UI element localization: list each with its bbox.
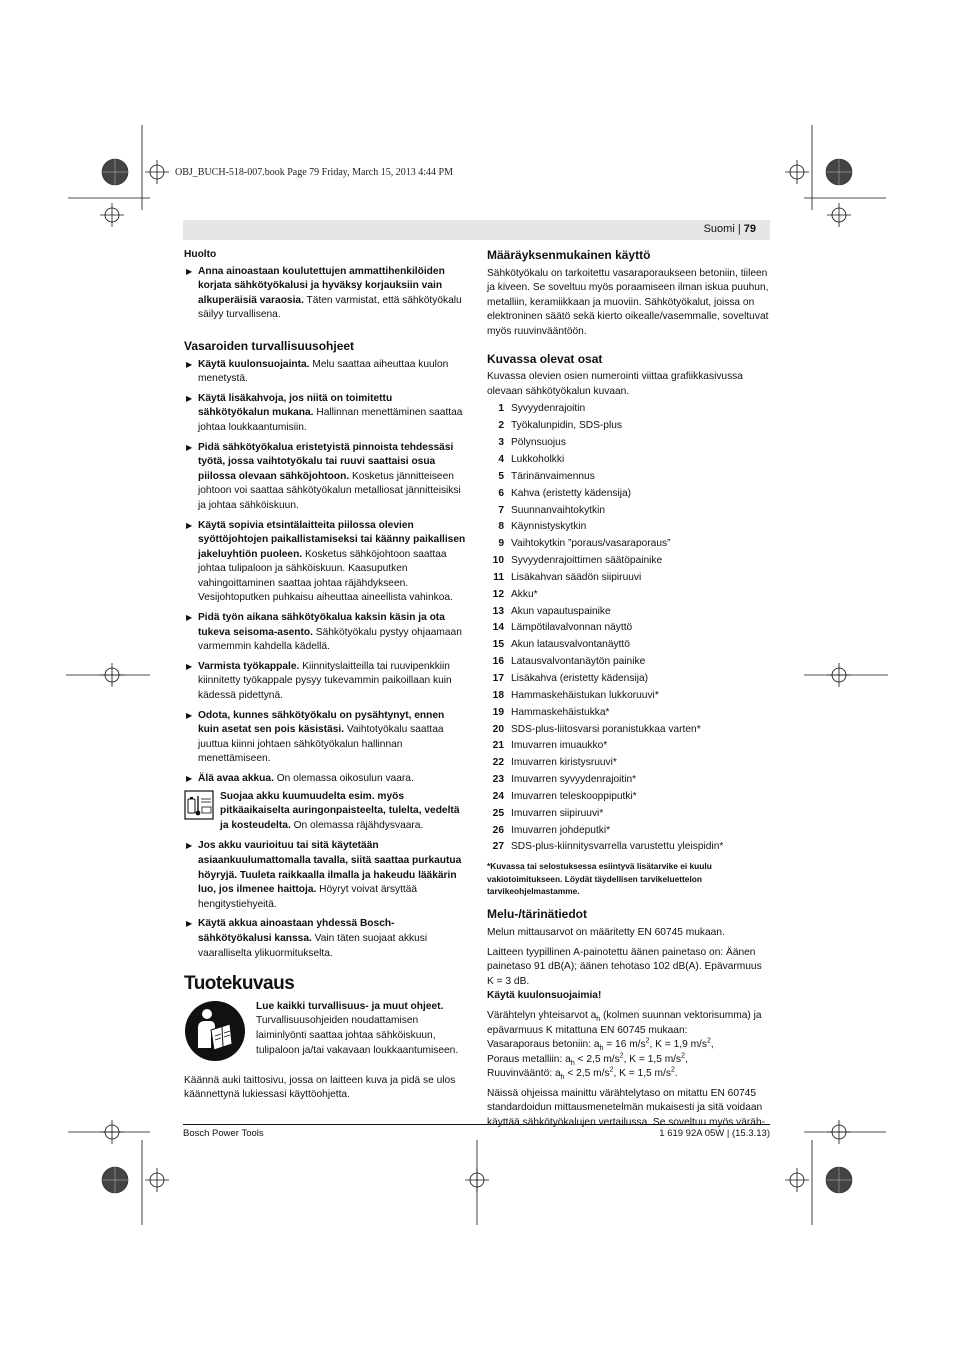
- part-number: 10: [492, 555, 504, 567]
- sup-2: 2: [619, 1052, 624, 1060]
- bullet-bold: Pidä työn aikana sähkötyökalua kaksin käsin ja ota tukeva seisoma-asento.: [198, 612, 445, 638]
- sub-h: h: [596, 1015, 601, 1023]
- vib-l3-a: Ruuvinvääntö: a: [487, 1068, 561, 1080]
- vib-intro-b: (kolmen suunnan vektorisumma) ja epävarmuus K mitattuna EN 60745 mukaan:: [487, 1009, 762, 1036]
- part-item: [487, 637, 770, 654]
- bullet-text: Melu saattaa aiheuttaa kuulon menetystä.: [198, 358, 449, 385]
- bullet-text: Vain täten suojaat akkusi vaaralliselta ylikuormitukselta.: [198, 932, 428, 959]
- sub-h: h: [599, 1045, 604, 1053]
- bullet-bold: Käytä sopivia etsintälaitteita piilossa olevien syöttöjohtojen paikallistamiseksi tai käänny paikallisen jakeluyhtiön puoleen.: [198, 519, 466, 560]
- bullet-arrow-icon: ▶: [186, 393, 193, 403]
- read-manual-bold: Lue kaikki turvallisuus- ja muut ohjeet.: [256, 1000, 444, 1012]
- bullet-arrow-icon: ▶: [186, 661, 193, 671]
- part-number: 8: [498, 521, 504, 533]
- part-label: Lisäkahva (eristetty kädensija): [511, 672, 649, 684]
- sup-2: 2: [645, 1037, 650, 1045]
- vibration-line-3: Ruuvinvääntö: $a_h < 2,5$ $m/s^2$, K = 1,5 $m/s^2$.: [487, 1066, 678, 1082]
- bullet-bold: Pidä sähkötyökalua eristetyistä pinnoista tehdessäsi työtä, jossa vaihtotyökalu tai ruuvi saattaisi osua piilossa olevaan sähköjohtoon.: [198, 441, 454, 482]
- vib-l1-b: = 16 m/s: [603, 1039, 646, 1051]
- bullet-text: Kosketus sähköjohtoon saattaa johtaa tulipaloon ja sähköiskuun. Kaasuputken vahingoittaminen saattaa johtaa räjähdykseen. Vesijohtoputken puhkaisu aiheuttaa aineellista vahinkoa.: [198, 548, 453, 604]
- bullet-bold: Jos akku vaurioituu tai sitä käytetään asiaankuulumattomalla tavalla, siitä saattaa purkautua höyryjä. Tuuleta raikkaalla ilmalla ja hakeudu lääkärin luo, jos ilmenee haittoja.: [198, 840, 462, 896]
- bullet-bold: Käytä lisäkahvoja, jos niitä on toimitettu sähkötyökalun mukana.: [198, 392, 393, 419]
- read-manual-notice: [184, 1000, 466, 1062]
- vibration-end-text: Näissä ohjeissa mainittu värähtelytaso on mitattu EN 60745 standardoidun mittausmenetelmän mukaisesti ja sitä voidaan käyttää sähkötyökalujen vertailussa. Se soveltuu myös väräh-: [487, 1087, 766, 1129]
- bullet-arrow-icon: ▶: [186, 919, 193, 929]
- battery-heat-warning-icon: [184, 790, 214, 820]
- part-label: Imuvarren teleskooppiputki*: [511, 790, 637, 802]
- part-number: 23: [492, 774, 504, 786]
- part-label: Akku*: [511, 588, 538, 600]
- heat-warning-bold: Suojaa akku kuumuudelta esim. myös pitkäaikaiselta auringonpaisteelta, tulelta, vedeltä ja kosteudelta.: [220, 790, 460, 831]
- parts-heading: Kuvassa olevat osat: [487, 351, 603, 366]
- page-number: 79: [743, 223, 756, 235]
- part-label: Lukkoholkki: [511, 454, 565, 465]
- bullet-text: Höyryt voivat ärsyttää hengitystiehyeitä.: [198, 884, 418, 910]
- vibration-line-2: Poraus metalliin: $a_h < 2,5$ $m/s^2$, K = 1,5 $m/s^2$,: [487, 1052, 688, 1067]
- page-header: [183, 220, 770, 240]
- part-label: Akun vapautuspainike: [511, 605, 611, 617]
- part-item: [487, 688, 770, 705]
- part-item: [487, 401, 770, 418]
- part-label: Työkalunpidin, SDS-plus: [511, 420, 622, 432]
- part-label: Imuvarren siipiruuvi*: [511, 807, 604, 819]
- part-number: 18: [492, 689, 504, 701]
- sup-2: 2: [609, 1066, 614, 1074]
- read-manual-text: [256, 1000, 466, 1062]
- part-item: [487, 486, 770, 503]
- vib-l1-c: , K = 1,9 m/s: [649, 1039, 707, 1051]
- fold-out-text: Käännä auki taittosivu, jossa on laitteen kuva ja pidä se ulos käännettynä lukiessasi käyttöohjetta.: [184, 1074, 456, 1101]
- bullet-arrow-icon: ▶: [186, 266, 193, 276]
- battery-bullet-1: [184, 839, 466, 912]
- part-item: [487, 570, 770, 587]
- header-separator: |: [734, 223, 744, 235]
- noise-heading: Melu-/tärinätiedot: [487, 907, 588, 922]
- heat-warning: [184, 790, 466, 834]
- part-number: 14: [492, 622, 504, 634]
- footer-right: 1 619 92A 05W | (15.3.13): [659, 1128, 770, 1139]
- bullet-bold: Varmista työkappale.: [198, 660, 300, 672]
- part-label: Pölynsuojus: [511, 437, 566, 449]
- bullet-text: Täten varmistat, että sähkötyökalu säilyy turvallisena.: [198, 294, 462, 321]
- huolto-bullet: [184, 265, 466, 323]
- part-item: [487, 705, 770, 722]
- part-number: 12: [492, 588, 504, 600]
- part-number: 6: [498, 487, 504, 499]
- part-number: 27: [492, 841, 504, 853]
- part-number: 4: [498, 454, 504, 465]
- part-label: Kahva (eristetty kädensija): [511, 487, 632, 499]
- part-item: [487, 418, 770, 435]
- bullet-arrow-icon: ▶: [186, 359, 193, 369]
- part-item: [487, 519, 770, 536]
- part-item: [487, 822, 770, 839]
- part-item: [487, 721, 770, 738]
- sub-h: h: [560, 1074, 565, 1082]
- part-label: SDS-plus-kiinnitysvarrella varustettu yleispidin*: [511, 841, 724, 853]
- part-label: Käynnistyskytkin: [511, 521, 587, 533]
- safety-bullet-2: [184, 392, 466, 436]
- part-label: Imuvarren imuaukko*: [511, 740, 608, 752]
- part-label: Lisäkahvan säädön siipiruuvi: [511, 571, 642, 583]
- part-label: Vaihtokytkin ”poraus/vasaraporaus”: [511, 538, 671, 550]
- part-item: [487, 620, 770, 637]
- vib-l3-b: < 2,5 m/s: [564, 1068, 610, 1080]
- tuotekuvaus-heading: Tuotekuvaus: [184, 973, 295, 995]
- safety-bullet-5: [184, 611, 466, 655]
- part-label: Hammaskehäistukka*: [511, 706, 610, 718]
- part-item: [487, 738, 770, 755]
- vib-l3-c: , K = 1,5 m/s: [613, 1068, 671, 1080]
- bullet-text: Kiinnityslaitteilla tai ruuvipenkkiin kiinnitetty työkappale pysyy tukevammin paikoillaan kuin kädessä pidettynä.: [198, 660, 452, 702]
- part-item: [487, 654, 770, 671]
- part-item: [487, 536, 770, 553]
- part-item: [487, 755, 770, 772]
- bullet-bold: Käytä kuulonsuojainta.: [198, 358, 310, 370]
- safety-bullet-3: [184, 441, 466, 514]
- part-item: [487, 587, 770, 604]
- vib-l1-a: Vasaraporaus betoniin: a: [487, 1039, 600, 1051]
- left-column: [184, 248, 466, 1108]
- vib-l2-a: Poraus metalliin: a: [487, 1053, 571, 1065]
- heat-warning-text: [220, 790, 466, 834]
- bullet-arrow-icon: ▶: [186, 442, 193, 452]
- bullet-bold: Anna ainoastaan koulutettujen ammattihenkilöiden korjata sähkötyökalusi ja hyväksy korjauksiin vain alkuperäisiä varaosia.: [198, 265, 445, 306]
- vasara-heading: Vasaroiden turvallisuusohjeet: [184, 338, 355, 353]
- part-label: Syvyydenrajoitin: [511, 403, 586, 415]
- parts-intro: Kuvassa olevien osien numerointi viittaa grafiikkasivussa olevaan sähkötyökalun kuvaan.: [487, 371, 743, 397]
- print-slug: OBJ_BUCH-518-007.book Page 79 Friday, March 15, 2013 4:44 PM: [175, 167, 453, 178]
- safety-bullet-4: [184, 519, 466, 607]
- part-number: 1: [498, 403, 504, 415]
- bullet-arrow-icon: ▶: [186, 520, 193, 530]
- part-label: Hammaskehäistukan lukkoruuvi*: [511, 689, 659, 701]
- huolto-heading: Huolto: [184, 249, 217, 260]
- part-label: Imuvarren johdeputki*: [511, 824, 611, 836]
- bullet-bold: Odota, kunnes sähkötyökalu on pysähtynyt, ennen kuin asetat sen pois käsistäsi.: [198, 709, 445, 736]
- bullet-arrow-icon: ▶: [186, 841, 193, 851]
- vib-intro-a: Värähtelyn yhteisarvot a: [487, 1009, 597, 1021]
- part-number: 17: [492, 672, 504, 684]
- part-number: 11: [493, 571, 504, 583]
- part-number: 13: [492, 605, 504, 617]
- part-item: [487, 435, 770, 452]
- sub-h: h: [570, 1059, 575, 1067]
- page-footer: [183, 1124, 770, 1139]
- part-number: 16: [492, 656, 504, 668]
- part-label: SDS-plus-liitosvarsi poranistukkaa varten*: [511, 723, 701, 735]
- sup-2: 2: [681, 1052, 686, 1060]
- bullet-text: Kosketus jännitteiseen johtoon voi saattaa sähkötyökalun metalliosat jännitteisiksi ja johtaa sähköiskuun.: [198, 470, 461, 511]
- part-number: 15: [492, 639, 504, 651]
- hearing-warning: [487, 989, 770, 1004]
- part-label: Tärinänvaimennus: [511, 470, 595, 482]
- safety-bullet-1: [184, 358, 466, 387]
- bullet-text: On olemassa oikosulun vaara.: [273, 773, 414, 784]
- part-number: 2: [498, 420, 504, 432]
- vibration-intro: [487, 1009, 770, 1038]
- intended-use-heading: Määräyksenmukainen käyttö: [487, 248, 651, 262]
- safety-bullet-6: [184, 660, 466, 704]
- intended-use-text: Sähkötyökalu on tarkoitettu vasaraporaukseen betoniin, tiileen ja kiveen. Se soveltuu myös poraamiseen ilman iskua puuhun, metalliin, keramiikkaan ja muoviin. Sähkötyökalut, joissa on elektroninen säätö sekä kierto oikealle/vasemmalle, soveltuvat myös ruuvinvääntöön.: [487, 267, 769, 337]
- heat-warning-rest: On olemassa räjähdysvaara.: [290, 819, 424, 831]
- part-item: [487, 502, 770, 519]
- part-label: Imuvarren syvyydenrajoitin*: [511, 774, 637, 786]
- safety-bullet-8: [184, 772, 466, 787]
- part-number: 22: [492, 757, 504, 769]
- bullet-bold: Älä avaa akkua.: [198, 773, 274, 784]
- part-number: 7: [498, 504, 504, 516]
- part-label: Syvyydenrajoittimen säätöpainike: [511, 555, 663, 567]
- parts-list: [487, 401, 770, 856]
- hearing-warning-text: Käytä kuulonsuojaimia!: [487, 990, 602, 1002]
- vibration-line-1: Vasaraporaus betoniin: $a_h = 16$ $m/s^2$, K = 1,9 $m/s^2$,: [487, 1037, 714, 1053]
- vib-l2-c: , K = 1,5 m/s: [623, 1053, 682, 1065]
- part-number: 26: [492, 824, 504, 836]
- part-item: [487, 806, 770, 823]
- bullet-text: Sähkötyökalu pystyy ohjaamaan varmemmin kahdella kädellä.: [198, 626, 462, 653]
- part-label: Suunnanvaihtokytkin: [511, 504, 606, 516]
- part-item: [487, 772, 770, 789]
- part-item: [487, 671, 770, 688]
- bullet-bold: Käytä akkua ainoastaan yhdessä Bosch-sähkötyökalusi kanssa.: [198, 918, 395, 944]
- vib-l2-b: < 2,5 m/s: [574, 1053, 620, 1065]
- part-item: [487, 469, 770, 486]
- part-label: Lämpötilavalvonnan näyttö: [511, 622, 633, 634]
- noise-p1: Melun mittausarvot on määritetty EN 60745 mukaan.: [487, 926, 725, 938]
- part-item: [487, 839, 770, 856]
- sup-2: 2: [707, 1037, 711, 1045]
- read-manual-icon: [184, 1000, 246, 1062]
- part-label: Latausvalvontanäytön painike: [511, 656, 646, 668]
- part-number: 19: [492, 706, 504, 718]
- part-item: [487, 553, 770, 570]
- bullet-text: Hallinnan menettäminen saattaa johtaa loukkaantumisiin.: [198, 407, 463, 433]
- bullet-arrow-icon: ▶: [186, 774, 193, 783]
- part-number: 20: [492, 723, 504, 735]
- right-column: [487, 248, 770, 1136]
- part-number: 9: [498, 538, 504, 550]
- safety-bullet-7: [184, 709, 466, 767]
- footer-left: Bosch Power Tools: [183, 1128, 264, 1139]
- sup-2: 2: [670, 1066, 675, 1074]
- header-language: Suomi: [703, 223, 735, 235]
- part-number: 24: [492, 790, 504, 802]
- part-number: 25: [492, 807, 504, 819]
- part-number: 21: [492, 740, 504, 752]
- part-item: [487, 603, 770, 620]
- bullet-arrow-icon: ▶: [186, 710, 193, 720]
- part-number: 3: [498, 437, 504, 449]
- part-item: [487, 452, 770, 469]
- bullet-text: Vaihtotyökalu saattaa juuttua kiinni johtaen sähkötyökalun hallinnan menettämiseen.: [198, 724, 444, 765]
- noise-p2: Laitteen tyypillinen A-painotettu äänen painetaso on: Äänen painetaso 91 dB(A); äänen tehotaso 102 dB(A). Epävarmuus K = 3 dB.: [487, 946, 762, 987]
- header-text: [704, 223, 756, 235]
- part-number: 5: [498, 470, 504, 482]
- bullet-arrow-icon: ▶: [186, 613, 193, 623]
- accessory-footnote: *Kuvassa tai selostuksessa esiintyvä lisätarvike ei kuulu vakiotoimitukseen. Löydät täydellisen tarvikeluettelon tarvikeohjelmastamme.: [487, 861, 712, 896]
- part-label: Akun latausvalvontanäyttö: [511, 639, 630, 651]
- part-item: [487, 789, 770, 806]
- part-label: Imuvarren kiristysruuvi*: [511, 757, 617, 769]
- battery-bullet-2: [184, 917, 466, 961]
- read-manual-rest: Turvallisuusohjeiden noudattamisen laiminlyönti saattaa johtaa sähköiskuun, tulipaloon ja/tai vakavaan loukkaantumiseen.: [256, 1015, 459, 1056]
